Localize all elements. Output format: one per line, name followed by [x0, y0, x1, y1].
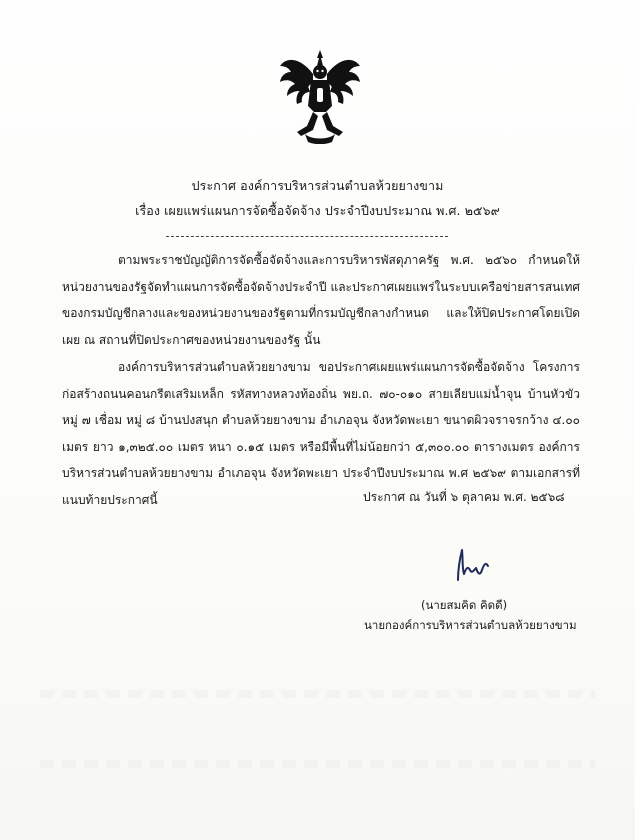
garuda-emblem-icon [277, 48, 363, 144]
announcement-title: ประกาศ องค์การบริหารส่วนตำบลห้วยยางขาม [191, 178, 444, 193]
announcement-subject: เรื่อง เผยแพร่แผนการจัดซื้อจัดจ้าง ประจำปีงบประมาณ พ.ศ. ๒๕๖๙ [135, 203, 500, 218]
announcement-date: ประกาศ ณ วันที่ ๖ ตุลาคม พ.ศ. ๒๕๖๘ [363, 490, 565, 504]
dashed-divider [166, 236, 448, 237]
body-paragraph-2: องค์การบริหารส่วนตำบลห้วยยางขาม ขอประกาศเผยแพร่แผนการจัดซื้อจัดจ้าง โครงการก่อสร้างถนนคอนกรีตเสริมเหล็ก รหัสทางหลวงท้องถิ่น พย.ถ. ๗๐-๐๑๐ สายเลียบแม่น้ำจุน บ้านหัวขัว หมู่ ๗ เชื่อม หมู่ ๘ บ้านปงสนุก ตำบลห้วยยางขาม อำเภอจุน จังหวัดพะเยา ขนาดผิวจราจรกว้าง ๔.๐๐ เมตร ยาว ๑,๓๒๕.๐๐ เมตร หนา ๐.๑๕ เมตร หรือมีพื้นที่ไม่น้อยกว่า ๕,๓๐๐.๐๐ ตารางเมตร องค์การบริหารส่วนตำบลห้วยยางขาม อำเภอจุน จังหวัดพะเยา ประจำปีงบประมาณ พ.ศ ๒๕๖๙ ตามเอกสารที่แนบท้ายประกาศนี้ [62, 360, 580, 507]
signatory-name: (นายสมคิด คิดดี) [421, 598, 508, 612]
scan-artifact [40, 690, 595, 698]
signatory-title: นายกองค์การบริหารส่วนตำบลห้วยยางขาม [364, 618, 577, 632]
handwritten-signature [448, 544, 492, 584]
body-paragraph-1: ตามพระราชบัญญัติการจัดซื้อจัดจ้างและการบริหารพัสดุภาครัฐ พ.ศ. ๒๕๖๐ กำหนดให้หน่วยงานของรัฐจัดทำแผนการจัดซื้อจัดจ้างประจำปี และประกาศเผยแพร่ในระบบเครือข่ายสารสนเทศของกรมบัญชีกลางและของหน่วยงานของรัฐตามที่กรมบัญชีกลางกำหนด และให้ปิดประกาศโดยเปิดเผย ณ สถานที่ปิดประกาศของหน่วยงานของรัฐ นั้น [62, 253, 580, 347]
scan-artifact [40, 760, 595, 768]
